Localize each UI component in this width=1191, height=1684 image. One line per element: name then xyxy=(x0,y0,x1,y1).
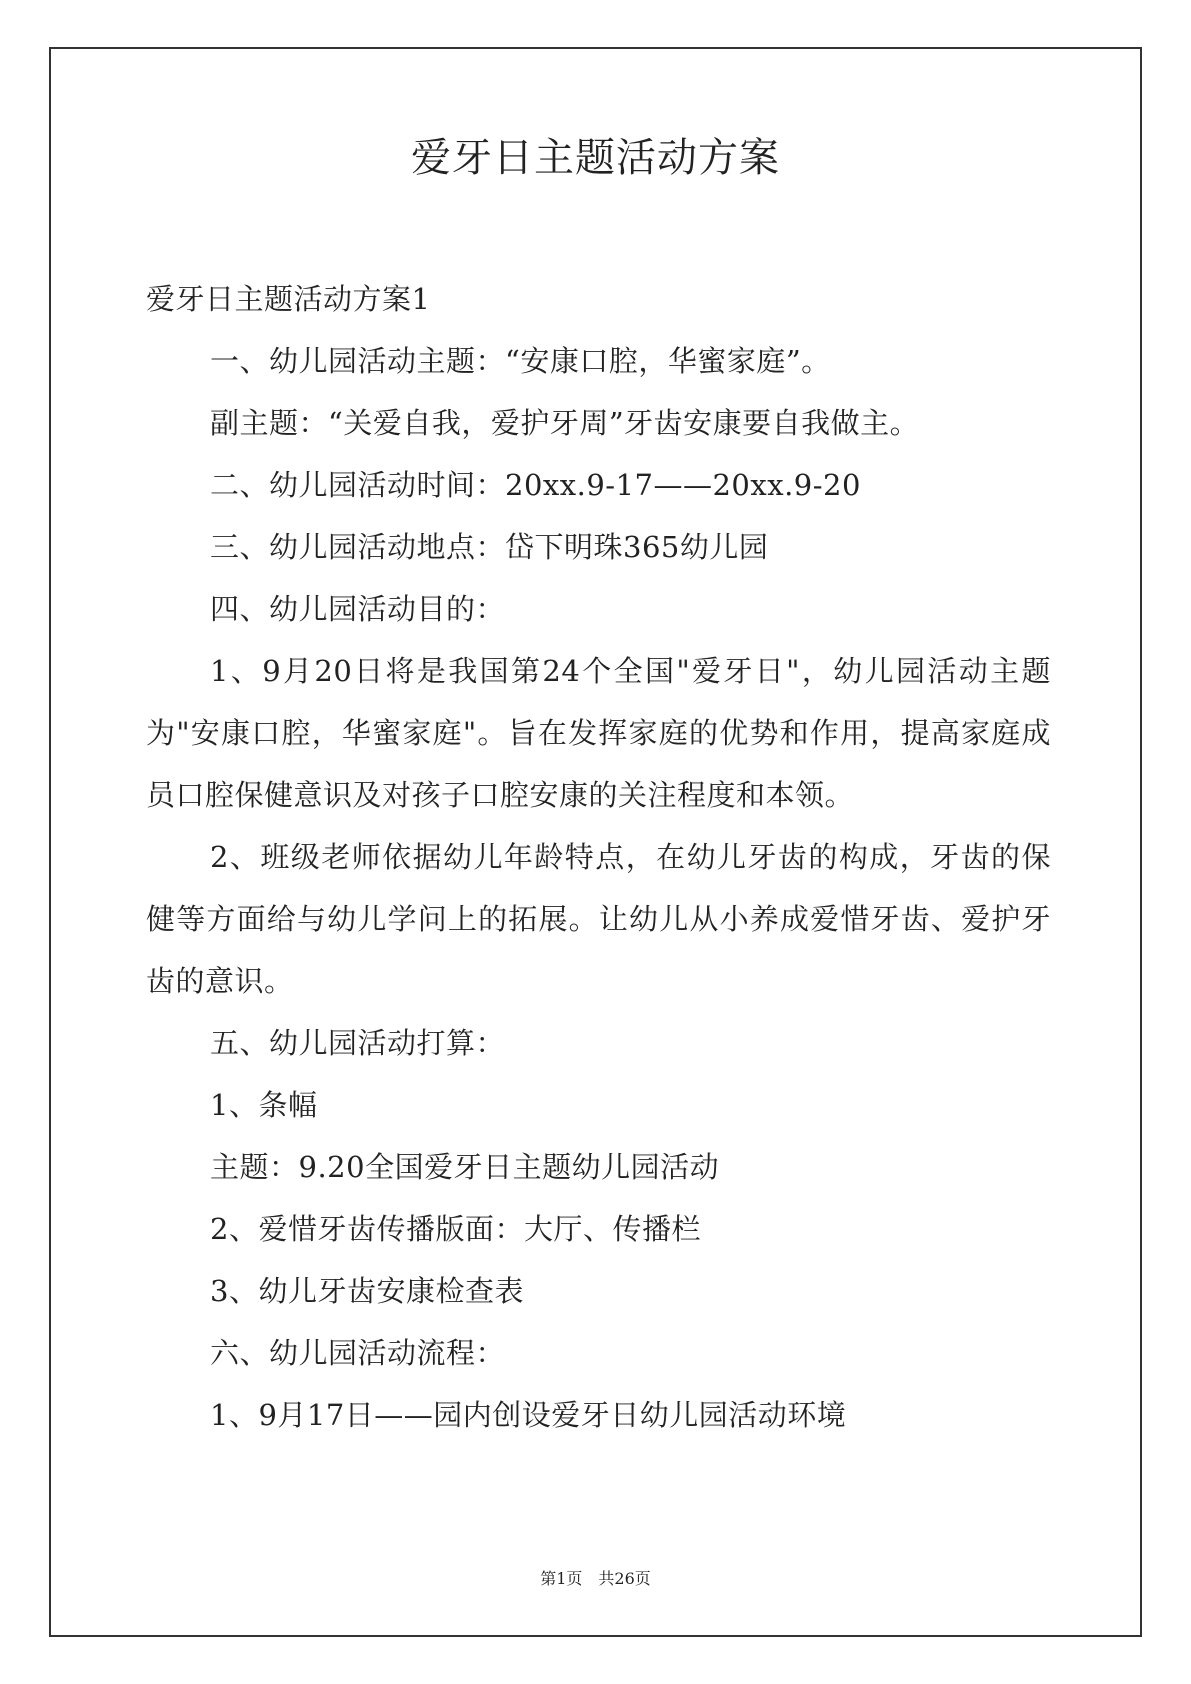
paragraph-theme: 一、幼儿园活动主题：“安康口腔，华蜜家庭”。 xyxy=(210,344,831,378)
paragraph-prep-3: 3、幼儿牙齿安康检查表 xyxy=(210,1274,524,1308)
paragraph-flow-1: 1、9月17日——园内创设爱牙日幼儿园活动环境 xyxy=(210,1398,847,1432)
paragraph-prep-banner-theme: 主题：9.20全国爱牙日主题幼儿园活动 xyxy=(210,1150,720,1184)
paragraph-purpose-heading: 四、幼儿园活动目的： xyxy=(210,592,506,626)
paragraph-location: 三、幼儿园活动地点：岱下明珠365幼儿园 xyxy=(210,530,769,564)
paragraph-prep-2: 2、爱惜牙齿传播版面：大厅、传播栏 xyxy=(210,1212,701,1246)
paragraph-subtheme: 副主题：“关爱自我，爱护牙周”牙齿安康要自我做主。 xyxy=(210,406,920,440)
document-body xyxy=(146,268,1051,1446)
paragraph-prep-1: 1、条幅 xyxy=(210,1088,318,1122)
page-total: 共26页 xyxy=(598,1569,651,1588)
paragraph-purpose-1: 1、9月20日将是我国第24个全国"爱牙日"，幼儿园活动主题为"安康口腔，华蜜家庭"。旨在发挥家庭的优势和作用，提高家庭成员口腔保健意识及对孩子口腔安康的关注程度和本领。 xyxy=(146,654,1051,812)
paragraph-time: 二、幼儿园活动时间：20xx.9-17——20xx.9-20 xyxy=(210,468,861,502)
page-number: 第1页 xyxy=(540,1569,583,1588)
page-footer xyxy=(0,1569,1191,1589)
paragraph-purpose-2: 2、班级老师依据幼儿年龄特点，在幼儿牙齿的构成，牙齿的保健等方面给与幼儿学问上的拓展。让幼儿从小养成爱惜牙齿、爱护牙齿的意识。 xyxy=(146,840,1051,998)
paragraph-prep-heading: 五、幼儿园活动打算： xyxy=(210,1026,506,1060)
paragraph-flow-heading: 六、幼儿园活动流程： xyxy=(210,1336,506,1370)
document-title: 爱牙日主题活动方案 xyxy=(411,135,780,181)
section-heading: 爱牙日主题活动方案1 xyxy=(146,282,431,316)
